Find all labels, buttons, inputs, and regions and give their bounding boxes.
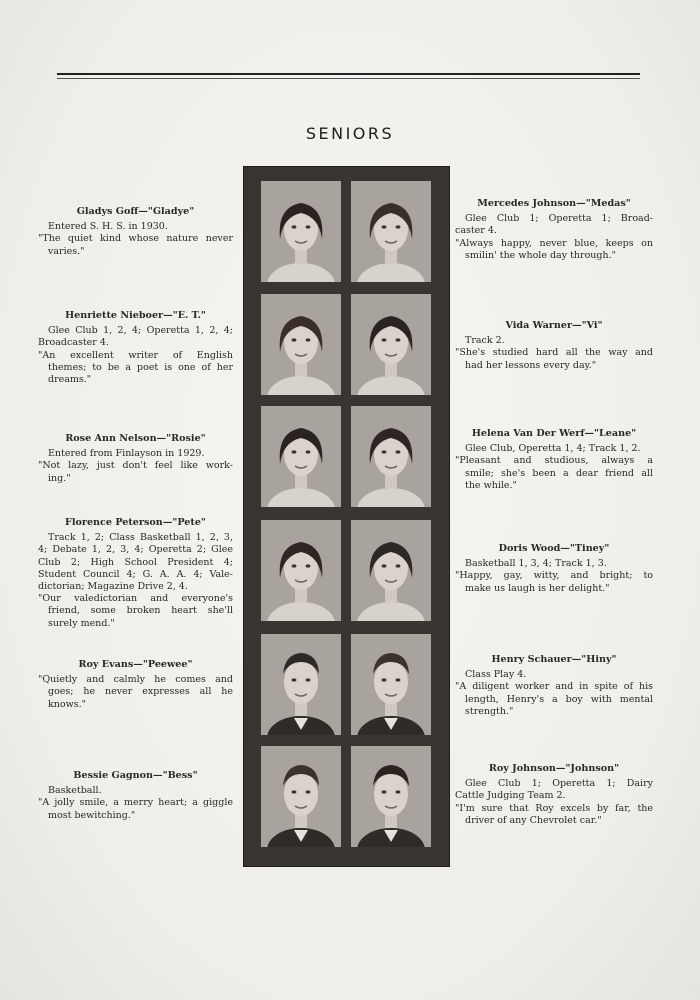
quote-line: "Quietly and calmly he comes and [38, 674, 233, 686]
portrait-photo [261, 520, 341, 621]
senior-entry [38, 433, 233, 485]
activities-line: 4; Debate 1, 2, 3, 4; Operetta 2; Glee [38, 544, 233, 556]
quote-line: most bewitching." [48, 809, 136, 821]
senior-entry [38, 517, 233, 630]
senior-entry [455, 543, 653, 595]
quote-line: smile; she's been a dear friend all [465, 467, 653, 479]
top-rule-thin [57, 78, 640, 79]
senior-name: Mercedes Johnson—"Medas" [477, 198, 631, 209]
activities-line: Glee Club 1, 2, 4; Operetta 1, 2, 4; [48, 325, 233, 337]
activities-line: Student Council 4; G. A. A. 4; Vale- [38, 568, 233, 580]
portrait-photo [351, 294, 431, 395]
senior-entry [38, 659, 233, 711]
portrait-photo [351, 406, 431, 507]
quote-line: dreams." [48, 374, 92, 386]
quote-line: "I'm sure that Roy excels by far, the [455, 802, 653, 814]
quote-line: goes; he never expresses all he [48, 686, 233, 698]
senior-entry [455, 198, 653, 262]
activities-line: caster 4. [455, 225, 497, 237]
senior-entry [455, 320, 653, 372]
quote-line: "A diligent worker and in spite of his [455, 681, 653, 693]
quote-line: ing." [48, 472, 71, 484]
quote-line: varies." [48, 245, 85, 257]
quote-line: "She's studied hard all the way and [455, 347, 653, 359]
senior-name: Roy Johnson—"Johnson" [488, 763, 620, 774]
activities-line: Basketball. [48, 785, 102, 797]
activities-line: Glee Club 1; Operetta 1; Dairy [465, 778, 653, 790]
quote-line: make us laugh is her delight." [465, 582, 610, 594]
activities-line: Glee Club 1; Operetta 1; Broad- [465, 213, 653, 225]
top-rule [57, 73, 640, 75]
quote-line: "Not lazy, just don't feel like work- [38, 460, 233, 472]
activities-line: Track 2. [465, 335, 505, 347]
photo-panel [243, 166, 450, 867]
senior-entry [38, 206, 233, 258]
activities-line: Club 2; High School President 4; [38, 556, 233, 568]
portrait-photo [351, 181, 431, 282]
portrait-photo [261, 746, 341, 847]
quote-line: themes; to be a poet is one of her [48, 361, 233, 373]
quote-line: strength." [465, 705, 514, 717]
senior-name: Bessie Gagnon—"Bess" [73, 770, 198, 781]
senior-entry [455, 654, 653, 718]
quote-line: "Our valedictorian and everyone's [38, 593, 233, 605]
page-title: SENIORS [305, 124, 395, 143]
activities-line: dictorian; Magazine Drive 2, 4. [38, 581, 188, 593]
quote-line: "Happy, gay, witty, and bright; to [455, 570, 653, 582]
portrait-photo [261, 181, 341, 282]
portrait-photo [351, 634, 431, 735]
senior-entry [455, 763, 653, 827]
quote-line: "Always happy, never blue, keeps on [455, 237, 653, 249]
senior-entry [455, 428, 653, 492]
quote-line: the while." [465, 479, 517, 491]
senior-name: Henry Schauer—"Hiny" [491, 654, 617, 665]
portrait-photo [261, 634, 341, 735]
senior-name: Helena Van Der Werf—"Leane" [471, 428, 637, 439]
senior-name: Florence Peterson—"Pete" [65, 517, 206, 528]
portrait-photo [351, 746, 431, 847]
senior-name: Vida Warner—"Vi" [505, 320, 603, 331]
senior-entry [38, 770, 233, 822]
activities-line: Track 1, 2; Class Basketball 1, 2, 3, [48, 532, 233, 544]
quote-line: length, Henry's a boy with mental [465, 693, 653, 705]
senior-name: Roy Evans—"Peewee" [78, 659, 193, 670]
activities-line: Cattle Judging Team 2. [455, 790, 566, 802]
senior-name: Gladys Goff—"Gladye" [76, 206, 195, 217]
senior-entry [38, 310, 233, 386]
senior-name: Rose Ann Nelson—"Rosie" [65, 433, 206, 444]
activities-line: Basketball 1, 3, 4; Track 1, 3. [465, 558, 607, 570]
portrait-photo [261, 294, 341, 395]
quote-line: "An excellent writer of English [38, 349, 233, 361]
quote-line: "The quiet kind whose nature never [38, 233, 233, 245]
quote-line: surely mend." [48, 617, 115, 629]
portrait-photo [351, 520, 431, 621]
quote-line: driver of any Chevrolet car." [465, 814, 602, 826]
quote-line: "Pleasant and studious, always a [455, 455, 653, 467]
portrait-photo [261, 406, 341, 507]
quote-line: knows." [48, 698, 86, 710]
activities-line: Glee Club, Operetta 1, 4; Track 1, 2. [465, 443, 641, 455]
activities-line: Entered from Finlayson in 1929. [48, 448, 205, 460]
senior-name: Doris Wood—"Tiney" [498, 543, 610, 554]
senior-name: Henriette Nieboer—"E. T." [65, 310, 206, 321]
activities-line: Broadcaster 4. [38, 337, 109, 349]
quote-line: smilin' the whole day through." [465, 249, 617, 261]
quote-line: friend, some broken heart she'll [48, 605, 233, 617]
activities-line: Entered S. H. S. in 1930. [48, 221, 168, 233]
quote-line: "A jolly smile, a merry heart; a giggle [38, 797, 233, 809]
activities-line: Class Play 4. [465, 669, 527, 681]
quote-line: had her lessons every day." [465, 359, 597, 371]
